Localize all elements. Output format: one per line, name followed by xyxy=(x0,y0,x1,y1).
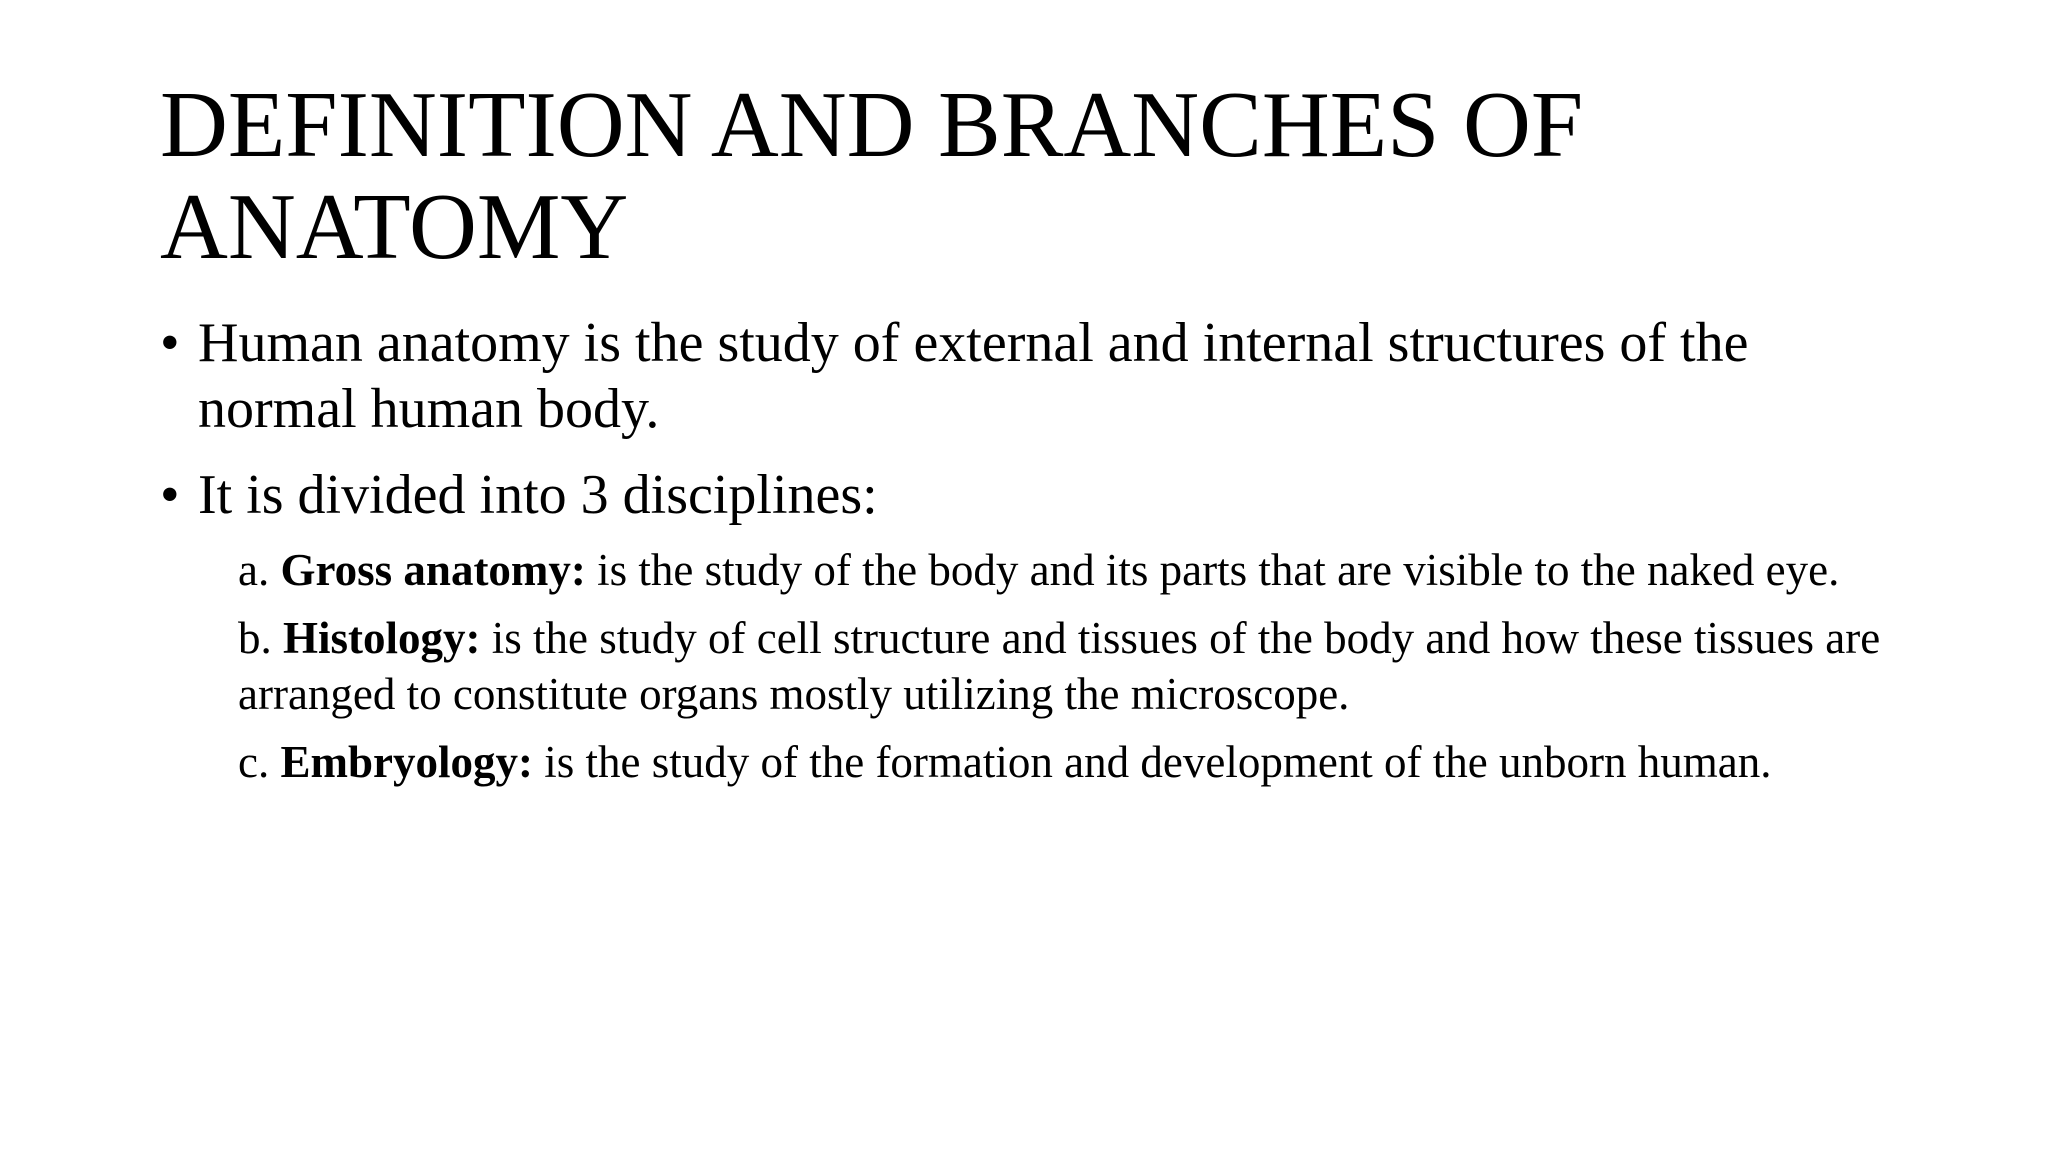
discipline-term: Histology: xyxy=(283,613,481,663)
disciplines-list xyxy=(238,542,1898,790)
discipline-definition: is the study of the formation and development of the unborn human. xyxy=(532,737,1772,787)
discipline-histology xyxy=(238,610,1898,722)
slide-title: DEFINITION AND BRANCHES OF ANATOMY xyxy=(160,73,1584,279)
discipline-prefix: a. xyxy=(238,545,281,595)
discipline-definition: is the study of cell structure and tissues of the body and how these tissues are arranged to constitute organs mostly utilizing the microscope. xyxy=(238,613,1881,719)
bullet-text: Human anatomy is the study of external and internal structures of the normal human body. xyxy=(198,312,1749,440)
discipline-prefix: b. xyxy=(238,613,283,663)
discipline-prefix: c. xyxy=(238,737,281,787)
bullet-marker: • xyxy=(160,464,180,526)
discipline-gross-anatomy xyxy=(238,542,1898,598)
discipline-term: Gross anatomy: xyxy=(280,545,586,595)
bullet-item xyxy=(160,462,1920,528)
slide-body xyxy=(160,310,1920,802)
discipline-embryology xyxy=(238,734,1898,790)
bullet-text: It is divided into 3 disciplines: xyxy=(198,464,878,526)
discipline-term: Embryology: xyxy=(280,737,533,787)
discipline-definition: is the study of the body and its parts that are visible to the naked eye. xyxy=(585,545,1840,595)
bullet-item xyxy=(160,310,1920,442)
bullet-marker: • xyxy=(160,312,180,374)
